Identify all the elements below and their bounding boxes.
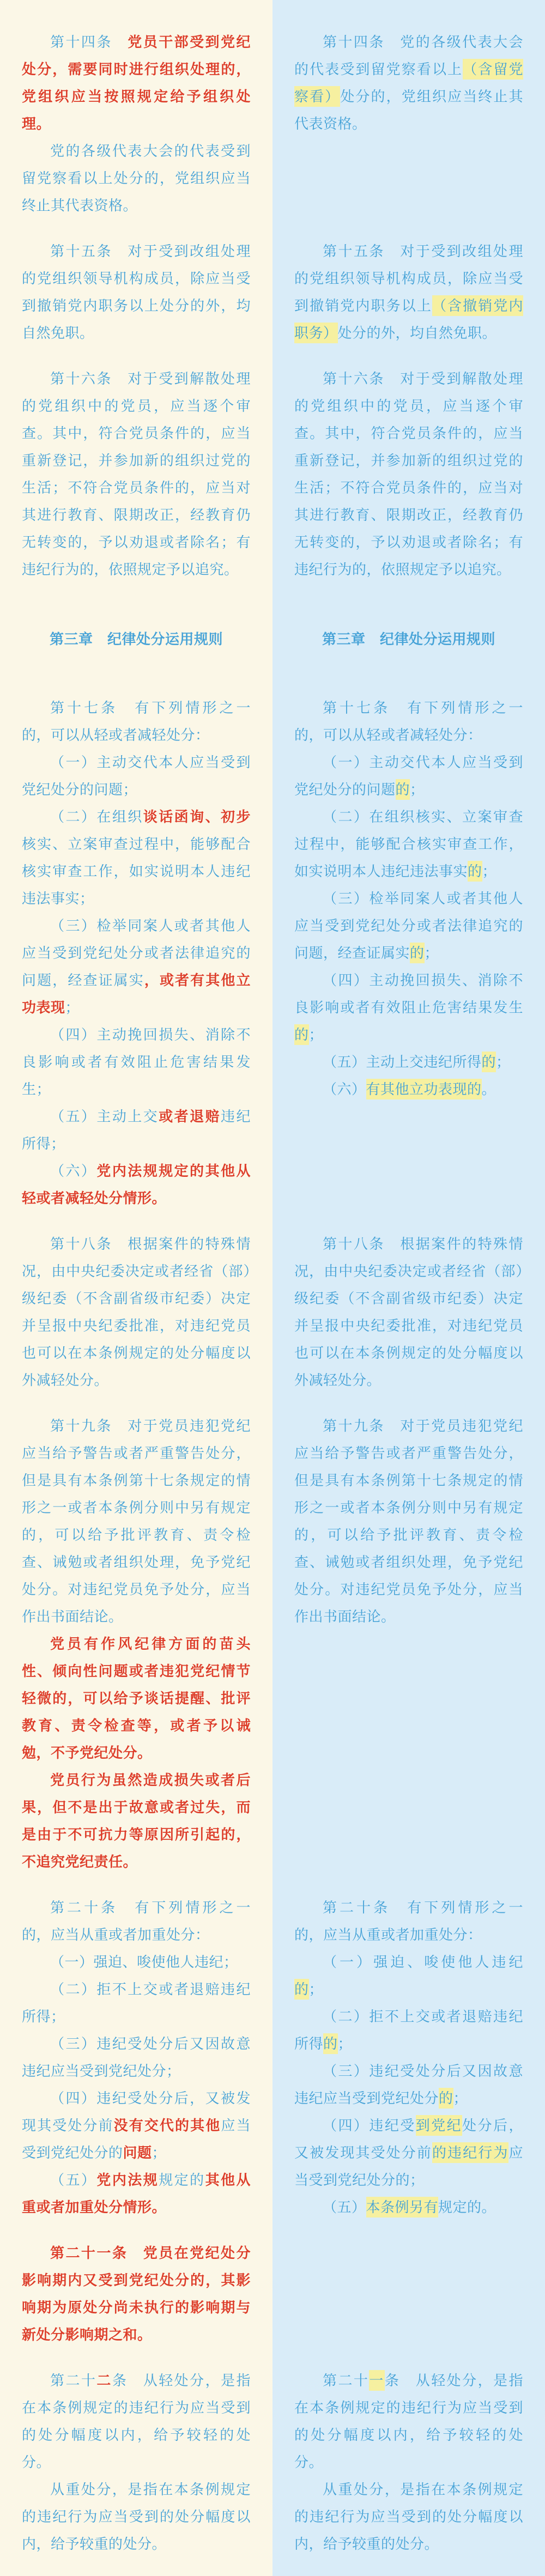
- paragraph: [22, 2030, 251, 2085]
- paragraph: [22, 2239, 251, 2348]
- paragraph: [22, 365, 251, 583]
- inserted-text-run: 一: [369, 2370, 384, 2391]
- body-text-run: 规定的。: [438, 2199, 496, 2215]
- body-text-run: 第十四条: [50, 34, 128, 50]
- body-text-run: （一）主动交代本人应当受到党纪处分的问题；: [22, 754, 251, 798]
- deleted-text-run: 问题: [123, 2144, 152, 2161]
- paragraph: [294, 28, 523, 137]
- body-text-run: ；: [410, 781, 425, 798]
- deleted-text-run: 或者退赔: [159, 1108, 221, 1125]
- paragraph: [22, 1766, 251, 1875]
- old-version-article-22-old-21-new: [0, 2367, 272, 2576]
- body-text-run: ；: [453, 2090, 468, 2106]
- paragraph: [22, 1948, 251, 1976]
- deleted-text-run: 二: [96, 2372, 112, 2389]
- inserted-text-run: 的: [294, 1024, 309, 1045]
- body-text-run: ；: [482, 863, 497, 879]
- body-text-run: 第十五条 对于受到改组处理的党组织领导机构成员，除应当受到撤销党内职务以上: [294, 243, 523, 314]
- body-text-run: 从重处分，是指在本条例规定的违纪行为应当受到的处分幅度以内，给予较重的处分。: [22, 2481, 251, 2552]
- deleted-text-run: ，或者有其他立功表现: [22, 972, 251, 1016]
- body-text-run: ；: [496, 1054, 511, 1070]
- new-version-article-18: [272, 1230, 545, 1412]
- inserted-text-run: 的: [482, 1052, 496, 1072]
- paragraph: [22, 28, 251, 137]
- body-text-run: 第十七条 有下列情形之一的，可以从轻或者减轻处分：: [22, 700, 251, 743]
- body-text-run: （四）违纪受: [323, 2117, 416, 2134]
- deleted-text-run: 党内法规规定的其他从轻或者减轻处分情形。: [22, 1163, 251, 1206]
- body-text-run: 第十五条 对于受到改组处理的党组织领导机构成员，除应当受到撤销党内职务以上处分的外，均自然免职。: [22, 243, 251, 341]
- paragraph: [22, 912, 251, 1021]
- body-text-run: （五）: [323, 2199, 366, 2215]
- paragraph: [22, 749, 251, 803]
- inserted-text-run: （含留党察看）: [294, 59, 523, 107]
- paragraph: [294, 1076, 523, 1103]
- new-version-article-17: [272, 694, 545, 1230]
- paragraph: [22, 1230, 251, 1394]
- paragraph: [294, 2057, 523, 2112]
- body-text-run: 第十四条 党的各级代表大会的代表受到留党察看以上: [294, 34, 523, 77]
- body-text-run: 第二十条 有下列情形之一的，应当从重或者加重处分：: [294, 1899, 523, 1943]
- body-text-run: （四）违纪受处分后，又被发现其受处分前: [22, 2090, 251, 2134]
- body-text-run: （五）主动上交违纪所得: [323, 1054, 482, 1070]
- deleted-text-run: 谈话函询、初步: [143, 809, 251, 825]
- inserted-text-run: 到党纪: [416, 2115, 462, 2136]
- body-text-run: 条 从轻处分，是指在本条例规定的违纪行为应当受到的处分幅度以内，给予较轻的处分。: [294, 2372, 523, 2470]
- paragraph: [294, 2367, 523, 2476]
- body-text-run: 第十九条 对于党员违犯党纪应当给予警告或者严重警告处分，但是具有本条例第十七条规定的情形之一或者本条例分则中另有规定的，可以给予批评教育、责令检查、诫勉或者组织处理，免予党纪处分。对违纪党员免予处分，应当作出书面结论。: [294, 1418, 523, 1625]
- paragraph: [294, 2003, 523, 2057]
- paragraph: [294, 1894, 523, 1948]
- body-text-run: （二）拒不上交或者退赔违纪所得: [294, 2008, 523, 2052]
- old-version-article-17: [0, 694, 272, 1230]
- body-text-run: 处分的，党组织应当终止其代表资格。: [294, 88, 523, 132]
- body-text-run: （六）: [50, 1163, 97, 1179]
- body-text-run: 第十九条 对于党员违犯党纪应当给予警告或者严重警告处分，但是具有本条例第十七条规定的情形之一或者本条例分则中另有规定的，可以给予批评教育、责令检查、诫勉或者组织处理，免予党纪处分。对违纪党员免予处分，应当作出书面结论。: [22, 1418, 251, 1625]
- inserted-text-run: （含撤销党内职务）: [294, 295, 523, 343]
- body-text-run: 处分后，又被发现其受处分前: [294, 2117, 523, 2161]
- old-version-article-21-old-deleted: [0, 2239, 272, 2367]
- body-text-run: 从重处分，是指在本条例规定的违纪行为应当受到的处分幅度以内，给予较重的处分。: [294, 2481, 523, 2552]
- new-version-article-14: [272, 0, 545, 238]
- body-text-run: （二）在组织: [50, 809, 143, 825]
- body-text-run: （二）在组织核实、立案审查过程中，能够配合核实审查工作，如实说明本人违纪违法事实: [294, 809, 523, 879]
- body-text-run: 第十八条 根据案件的特殊情况，由中央纪委决定或者经省（部）级纪委（不含副省级市纪委）决定并呈报中央纪委批准，对违纪党员也可以在本条例规定的处分幅度以外减轻处分。: [294, 1236, 523, 1388]
- paragraph: [22, 1412, 251, 1630]
- body-text-run: （四）主动挽回损失、消除不良影响或者有效阻止危害结果发生: [294, 972, 523, 1016]
- paragraph: [22, 1157, 251, 1212]
- paragraph: [22, 137, 251, 219]
- paragraph: [294, 694, 523, 749]
- body-text-run: （六）: [323, 1081, 366, 1097]
- paragraph: [22, 1630, 251, 1766]
- old-version-article-18: [0, 1230, 272, 1412]
- new-version-article-22-old-21-new: [272, 2367, 545, 2576]
- inserted-text-run: 本条例另有: [366, 2197, 439, 2217]
- body-text-run: 第二十: [323, 2372, 370, 2389]
- body-text-run: 应当受到党纪处分的: [22, 2117, 251, 2161]
- body-text-run: （一）主动交代本人应当受到党纪处分的问题: [294, 754, 523, 798]
- body-text-run: 第十七条 有下列情形之一的，可以从轻或者减轻处分：: [294, 700, 523, 743]
- new-version-article-21-old-deleted: [272, 2239, 545, 2367]
- body-text-run: （一）强迫、唆使他人违纪: [323, 1954, 523, 1970]
- body-text-run: 第二十: [50, 2372, 97, 2389]
- body-text-run: （三）检举同案人或者其他人应当受到党纪处分或者法律追究的问题，经查证属实: [22, 918, 251, 988]
- inserted-text-run: 有其他立功表现的: [366, 1079, 482, 1099]
- paragraph: [22, 1976, 251, 2030]
- deleted-text-run: 党员行为虽然造成损失或者后果，但不是出于故意或者过失，而是由于不可抗力等原因所引起的，不追究党纪责任。: [22, 1772, 251, 1870]
- paragraph: [294, 749, 523, 803]
- body-text-run: 第三章 纪律处分运用规则: [49, 631, 223, 647]
- deleted-text-run: 党内法规: [96, 2172, 159, 2188]
- body-text-run: （四）主动挽回损失、消除不良影响或者有效阻止危害结果发生；: [22, 1026, 251, 1097]
- body-text-run: 第十六条 对于受到解散处理的党组织中的党员，应当逐个审查。其中，符合党员条件的，应当重新登记，并参加新的组织过党的生活；不符合党员条件的，应当对其进行教育、限期改正，经教育仍无转变的，予以劝退或者除名；有违纪行为的，依照规定予以追究。: [22, 370, 251, 578]
- inserted-text-run: 的: [439, 2088, 453, 2109]
- body-text-run: 第十六条 对于受到解散处理的党组织中的党员，应当逐个审查。其中，符合党员条件的，应当重新登记，并参加新的组织过党的生活；不符合党员条件的，应当对其进行教育、限期改正，经教育仍无转变的，予以劝退或者除名；有违纪行为的，依照规定予以追究。: [294, 370, 523, 578]
- deleted-text-run: 党员有作风纪律方面的苗头性、倾向性问题或者违犯党纪情节轻微的，可以给予谈话提醒、批评教育、责令检查等，或者予以诫勉，不予党纪处分。: [22, 1636, 251, 1761]
- body-text-run: 第二十条 有下列情形之一的，应当从重或者加重处分：: [22, 1899, 251, 1943]
- paragraph: [294, 1948, 523, 2003]
- body-text-run: （一）强迫、唆使他人违纪；: [50, 1954, 238, 1970]
- paragraph: [22, 1894, 251, 1948]
- paragraph: [22, 2476, 251, 2557]
- old-version-chapter-3-heading: [0, 602, 272, 694]
- old-version-article-16: [0, 365, 272, 602]
- paragraph: [294, 803, 523, 885]
- inserted-text-run: 的违纪行为: [432, 2142, 509, 2163]
- paragraph: [22, 238, 251, 347]
- paragraph: [294, 1048, 523, 1076]
- paragraph: [22, 2085, 251, 2166]
- paragraph: [294, 1412, 523, 1630]
- new-version-article-20: [272, 1894, 545, 2239]
- inserted-text-run: 的: [323, 2033, 338, 2054]
- body-text-run: ；: [65, 999, 80, 1016]
- body-text-run: （三）违纪受处分后又因故意违纪应当受到党纪处分；: [22, 2036, 251, 2079]
- chapter-heading: [22, 625, 251, 653]
- paragraph: [294, 1230, 523, 1394]
- body-text-run: ；: [424, 945, 439, 961]
- inserted-text-run: 的: [410, 943, 425, 963]
- inserted-text-run: 的: [396, 779, 410, 800]
- new-version-article-19: [272, 1412, 545, 1894]
- body-text-run: ；: [308, 1026, 324, 1043]
- deleted-text-run: 没有交代的其他: [113, 2117, 221, 2134]
- body-text-run: 第三章 纪律处分运用规则: [322, 631, 495, 647]
- deleted-text-run: 党员干部受到党纪处分，需要同时进行组织处理的，党组织应当按照规定给予组织处理。: [22, 34, 251, 132]
- old-version-article-14: [0, 0, 272, 238]
- paragraph: [294, 885, 523, 967]
- body-text-run: 应当受到党纪处分的；: [294, 2144, 523, 2188]
- body-text-run: （三）违纪受处分后又因故意违纪应当受到党纪处分: [294, 2063, 523, 2106]
- paragraph: [294, 365, 523, 583]
- paragraph: [294, 967, 523, 1048]
- paragraph: [22, 694, 251, 749]
- deleted-text-run: 其他从重或者加重处分情形。: [22, 2172, 251, 2215]
- old-version-article-20: [0, 1894, 272, 2239]
- new-version-chapter-3-heading: [272, 602, 545, 694]
- paragraph: [22, 1021, 251, 1103]
- body-text-run: 规定的: [159, 2172, 205, 2188]
- old-version-article-19: [0, 1412, 272, 1894]
- paragraph: [22, 1103, 251, 1157]
- new-version-article-16: [272, 365, 545, 602]
- body-text-run: ；: [152, 2144, 167, 2161]
- body-text-run: ；: [337, 2036, 353, 2052]
- paragraph: [294, 238, 523, 347]
- body-text-run: 违纪所得；: [22, 1108, 251, 1152]
- paragraph: [22, 2166, 251, 2221]
- inserted-text-run: 的: [294, 1979, 309, 2000]
- body-text-run: ；: [308, 1981, 324, 1997]
- paragraph: [294, 2476, 523, 2557]
- deleted-text-run: 第二十一条 党员在党纪处分影响期内又受到党纪处分的，其影响期为原处分尚未执行的影响期与新处分影响期之和。: [22, 2245, 251, 2343]
- body-text-run: （五）: [50, 2172, 97, 2188]
- inserted-text-run: 的: [468, 861, 482, 882]
- old-version-article-15: [0, 238, 272, 365]
- paragraph: [294, 2194, 523, 2221]
- body-text-run: 第十八条 根据案件的特殊情况，由中央纪委决定或者经省（部）级纪委（不含副省级市纪委）决定并呈报中央纪委批准，对违纪党员也可以在本条例规定的处分幅度以外减轻处分。: [22, 1236, 251, 1388]
- paragraph: [22, 803, 251, 912]
- chapter-heading: [294, 625, 523, 653]
- body-text-run: 党的各级代表大会的代表受到留党察看以上处分的，党组织应当终止其代表资格。: [22, 143, 251, 214]
- body-text-run: 处分的外，均自然免职。: [337, 325, 497, 341]
- body-text-run: 。: [481, 1081, 496, 1097]
- body-text-run: 核实、立案审查过程中，能够配合核实审查工作，如实说明本人违纪违法事实；: [22, 836, 251, 907]
- paragraph: [22, 2367, 251, 2476]
- new-version-article-15: [272, 238, 545, 365]
- body-text-run: 条 从轻处分，是指在本条例规定的违纪行为应当受到的处分幅度以内，给予较轻的处分。: [22, 2372, 251, 2470]
- body-text-run: （五）主动上交: [50, 1108, 159, 1125]
- body-text-run: （三）检举同案人或者其他人应当受到党纪处分或者法律追究的问题，经查证属实: [294, 890, 523, 961]
- paragraph: [294, 2112, 523, 2194]
- body-text-run: （二）拒不上交或者退赔违纪所得；: [22, 1981, 251, 2025]
